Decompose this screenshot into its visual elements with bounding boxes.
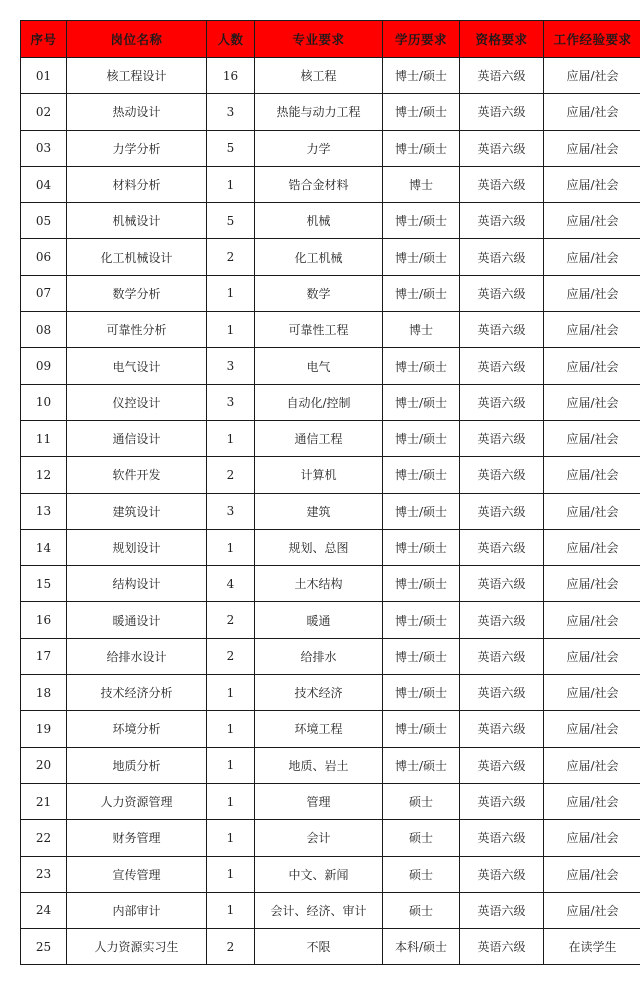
table-row: [21, 638, 640, 674]
cell-headcount: 3: [207, 384, 255, 420]
cell-education: 硕士: [383, 892, 460, 928]
cell-major: 环境工程: [255, 711, 383, 747]
cell-major: 机械: [255, 203, 383, 239]
cell-position: 规划设计: [67, 529, 207, 565]
cell-position: 化工机械设计: [67, 239, 207, 275]
cell-index: 07: [21, 275, 67, 311]
cell-headcount: 5: [207, 130, 255, 166]
cell-major: 地质、岩土: [255, 747, 383, 783]
cell-index: 13: [21, 493, 67, 529]
cell-major: 通信工程: [255, 420, 383, 456]
cell-education: 博士/硕士: [383, 638, 460, 674]
table-row: [21, 892, 640, 928]
cell-experience: 应届/社会: [544, 675, 640, 711]
cell-headcount: 1: [207, 166, 255, 202]
cell-qualification: 英语六级: [460, 420, 544, 456]
cell-position: 技术经济分析: [67, 675, 207, 711]
cell-index: 04: [21, 166, 67, 202]
cell-experience: 应届/社会: [544, 566, 640, 602]
cell-index: 08: [21, 312, 67, 348]
cell-index: 19: [21, 711, 67, 747]
cell-index: 18: [21, 675, 67, 711]
cell-qualification: 英语六级: [460, 820, 544, 856]
cell-position: 地质分析: [67, 747, 207, 783]
cell-experience: 应届/社会: [544, 529, 640, 565]
cell-position: 电气设计: [67, 348, 207, 384]
cell-education: 博士/硕士: [383, 239, 460, 275]
cell-education: 博士/硕士: [383, 203, 460, 239]
cell-education: 博士/硕士: [383, 275, 460, 311]
table-row: [21, 94, 640, 130]
cell-experience: 应届/社会: [544, 747, 640, 783]
cell-education: 博士: [383, 312, 460, 348]
cell-experience: 应届/社会: [544, 130, 640, 166]
cell-qualification: 英语六级: [460, 566, 544, 602]
table-row: [21, 493, 640, 529]
cell-experience: 应届/社会: [544, 892, 640, 928]
cell-index: 02: [21, 94, 67, 130]
cell-headcount: 2: [207, 457, 255, 493]
header-row: [21, 21, 640, 58]
recruitment-table-container: [20, 20, 632, 965]
cell-education: 博士/硕士: [383, 675, 460, 711]
cell-position: 核工程设计: [67, 58, 207, 94]
cell-headcount: 4: [207, 566, 255, 602]
cell-qualification: 英语六级: [460, 457, 544, 493]
cell-qualification: 英语六级: [460, 166, 544, 202]
cell-major: 锆合金材料: [255, 166, 383, 202]
cell-headcount: 2: [207, 239, 255, 275]
cell-education: 本科/硕士: [383, 929, 460, 965]
cell-experience: 应届/社会: [544, 457, 640, 493]
cell-index: 14: [21, 529, 67, 565]
cell-index: 15: [21, 566, 67, 602]
cell-qualification: 英语六级: [460, 892, 544, 928]
cell-index: 21: [21, 783, 67, 819]
cell-position: 环境分析: [67, 711, 207, 747]
cell-position: 宣传管理: [67, 856, 207, 892]
recruitment-table: [20, 20, 640, 965]
cell-headcount: 1: [207, 275, 255, 311]
cell-experience: 应届/社会: [544, 493, 640, 529]
cell-headcount: 1: [207, 820, 255, 856]
cell-major: 中文、新闻: [255, 856, 383, 892]
cell-qualification: 英语六级: [460, 493, 544, 529]
cell-qualification: 英语六级: [460, 602, 544, 638]
cell-position: 软件开发: [67, 457, 207, 493]
cell-qualification: 英语六级: [460, 747, 544, 783]
cell-major: 力学: [255, 130, 383, 166]
cell-qualification: 英语六级: [460, 275, 544, 311]
cell-headcount: 1: [207, 420, 255, 456]
cell-qualification: 英语六级: [460, 239, 544, 275]
cell-education: 硕士: [383, 783, 460, 819]
cell-position: 通信设计: [67, 420, 207, 456]
cell-headcount: 1: [207, 856, 255, 892]
cell-headcount: 1: [207, 747, 255, 783]
cell-education: 博士/硕士: [383, 711, 460, 747]
cell-index: 05: [21, 203, 67, 239]
table-row: [21, 929, 640, 965]
cell-experience: 应届/社会: [544, 58, 640, 94]
cell-qualification: 英语六级: [460, 203, 544, 239]
table-row: [21, 58, 640, 94]
cell-experience: 应届/社会: [544, 820, 640, 856]
cell-qualification: 英语六级: [460, 638, 544, 674]
cell-major: 规划、总图: [255, 529, 383, 565]
cell-position: 财务管理: [67, 820, 207, 856]
table-row: [21, 529, 640, 565]
cell-education: 博士/硕士: [383, 566, 460, 602]
cell-qualification: 英语六级: [460, 130, 544, 166]
cell-experience: 应届/社会: [544, 420, 640, 456]
cell-experience: 应届/社会: [544, 94, 640, 130]
cell-qualification: 英语六级: [460, 384, 544, 420]
header-index: 序号: [21, 21, 67, 58]
cell-position: 材料分析: [67, 166, 207, 202]
cell-education: 博士/硕士: [383, 348, 460, 384]
table-row: [21, 384, 640, 420]
table-row: [21, 275, 640, 311]
cell-index: 17: [21, 638, 67, 674]
cell-headcount: 1: [207, 529, 255, 565]
cell-experience: 应届/社会: [544, 348, 640, 384]
cell-qualification: 英语六级: [460, 675, 544, 711]
header-education: 学历要求: [383, 21, 460, 58]
table-row: [21, 566, 640, 602]
cell-major: 化工机械: [255, 239, 383, 275]
cell-major: 技术经济: [255, 675, 383, 711]
cell-position: 数学分析: [67, 275, 207, 311]
cell-major: 自动化/控制: [255, 384, 383, 420]
cell-qualification: 英语六级: [460, 94, 544, 130]
header-headcount: 人数: [207, 21, 255, 58]
cell-index: 01: [21, 58, 67, 94]
cell-major: 电气: [255, 348, 383, 384]
header-experience: 工作经验要求: [544, 21, 640, 58]
table-row: [21, 602, 640, 638]
cell-headcount: 2: [207, 929, 255, 965]
cell-position: 机械设计: [67, 203, 207, 239]
table-row: [21, 312, 640, 348]
cell-headcount: 1: [207, 783, 255, 819]
cell-index: 25: [21, 929, 67, 965]
cell-headcount: 1: [207, 711, 255, 747]
table-row: [21, 747, 640, 783]
cell-position: 仪控设计: [67, 384, 207, 420]
cell-education: 博士/硕士: [383, 58, 460, 94]
cell-headcount: 16: [207, 58, 255, 94]
cell-qualification: 英语六级: [460, 348, 544, 384]
cell-position: 建筑设计: [67, 493, 207, 529]
cell-position: 可靠性分析: [67, 312, 207, 348]
cell-qualification: 英语六级: [460, 58, 544, 94]
cell-headcount: 5: [207, 203, 255, 239]
cell-position: 热动设计: [67, 94, 207, 130]
cell-index: 23: [21, 856, 67, 892]
cell-experience: 应届/社会: [544, 856, 640, 892]
cell-major: 会计: [255, 820, 383, 856]
cell-headcount: 3: [207, 493, 255, 529]
cell-position: 结构设计: [67, 566, 207, 602]
cell-major: 管理: [255, 783, 383, 819]
cell-major: 不限: [255, 929, 383, 965]
cell-headcount: 1: [207, 312, 255, 348]
cell-qualification: 英语六级: [460, 711, 544, 747]
cell-index: 12: [21, 457, 67, 493]
cell-major: 计算机: [255, 457, 383, 493]
cell-experience: 应届/社会: [544, 602, 640, 638]
cell-headcount: 2: [207, 602, 255, 638]
cell-education: 博士/硕士: [383, 747, 460, 783]
table-row: [21, 457, 640, 493]
cell-major: 建筑: [255, 493, 383, 529]
cell-qualification: 英语六级: [460, 856, 544, 892]
cell-headcount: 2: [207, 638, 255, 674]
cell-position: 暖通设计: [67, 602, 207, 638]
table-header: [21, 21, 640, 58]
cell-education: 博士: [383, 166, 460, 202]
cell-education: 博士/硕士: [383, 529, 460, 565]
cell-headcount: 3: [207, 94, 255, 130]
table-row: [21, 130, 640, 166]
table-body: [21, 58, 640, 965]
table-row: [21, 711, 640, 747]
cell-experience: 应届/社会: [544, 166, 640, 202]
cell-index: 03: [21, 130, 67, 166]
header-position: 岗位名称: [67, 21, 207, 58]
cell-headcount: 1: [207, 675, 255, 711]
cell-experience: 应届/社会: [544, 711, 640, 747]
cell-experience: 应届/社会: [544, 783, 640, 819]
cell-education: 硕士: [383, 820, 460, 856]
cell-education: 博士/硕士: [383, 384, 460, 420]
cell-major: 核工程: [255, 58, 383, 94]
cell-major: 数学: [255, 275, 383, 311]
cell-index: 24: [21, 892, 67, 928]
cell-education: 博士/硕士: [383, 130, 460, 166]
cell-position: 力学分析: [67, 130, 207, 166]
cell-qualification: 英语六级: [460, 529, 544, 565]
cell-position: 人力资源管理: [67, 783, 207, 819]
cell-major: 土木结构: [255, 566, 383, 602]
table-row: [21, 239, 640, 275]
table-row: [21, 783, 640, 819]
cell-qualification: 英语六级: [460, 929, 544, 965]
table-row: [21, 675, 640, 711]
table-row: [21, 856, 640, 892]
cell-experience: 应届/社会: [544, 203, 640, 239]
table-row: [21, 348, 640, 384]
table-row: [21, 820, 640, 856]
cell-index: 22: [21, 820, 67, 856]
cell-index: 09: [21, 348, 67, 384]
cell-headcount: 3: [207, 348, 255, 384]
cell-index: 16: [21, 602, 67, 638]
cell-qualification: 英语六级: [460, 783, 544, 819]
header-qualification: 资格要求: [460, 21, 544, 58]
table-row: [21, 420, 640, 456]
cell-major: 给排水: [255, 638, 383, 674]
cell-experience: 应届/社会: [544, 312, 640, 348]
cell-headcount: 1: [207, 892, 255, 928]
cell-position: 给排水设计: [67, 638, 207, 674]
table-row: [21, 203, 640, 239]
cell-major: 会计、经济、审计: [255, 892, 383, 928]
cell-position: 人力资源实习生: [67, 929, 207, 965]
cell-index: 10: [21, 384, 67, 420]
cell-experience: 在读学生: [544, 929, 640, 965]
cell-index: 20: [21, 747, 67, 783]
cell-position: 内部审计: [67, 892, 207, 928]
cell-major: 可靠性工程: [255, 312, 383, 348]
cell-education: 硕士: [383, 856, 460, 892]
cell-experience: 应届/社会: [544, 638, 640, 674]
cell-experience: 应届/社会: [544, 275, 640, 311]
cell-major: 暖通: [255, 602, 383, 638]
cell-experience: 应届/社会: [544, 384, 640, 420]
cell-qualification: 英语六级: [460, 312, 544, 348]
table-row: [21, 166, 640, 202]
cell-education: 博士/硕士: [383, 493, 460, 529]
cell-major: 热能与动力工程: [255, 94, 383, 130]
cell-education: 博士/硕士: [383, 420, 460, 456]
cell-experience: 应届/社会: [544, 239, 640, 275]
cell-index: 06: [21, 239, 67, 275]
cell-index: 11: [21, 420, 67, 456]
cell-education: 博士/硕士: [383, 457, 460, 493]
cell-education: 博士/硕士: [383, 94, 460, 130]
cell-education: 博士/硕士: [383, 602, 460, 638]
header-major: 专业要求: [255, 21, 383, 58]
